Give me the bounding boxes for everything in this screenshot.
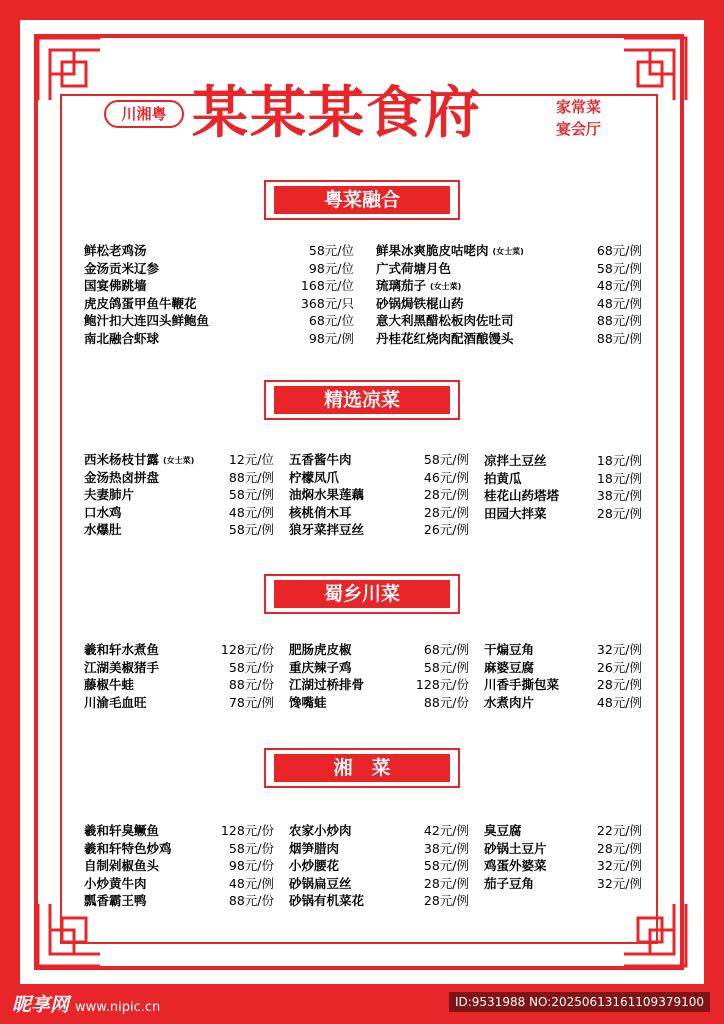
dish-name [289, 822, 352, 839]
dish-name [84, 242, 147, 259]
dish-price: 58元/例 [596, 260, 642, 276]
menu-item [289, 840, 469, 857]
dish-name [376, 295, 464, 312]
dish-name-text: 拍黄瓜 [484, 470, 522, 486]
dish-price: 22元/例 [596, 823, 642, 838]
dish-price: 68元/例 [423, 642, 469, 657]
dish-name-text: 南北融合虾球 [84, 330, 160, 346]
dish-price: 28元/例 [596, 505, 642, 521]
menu-item [84, 260, 354, 277]
dish-price: 98元/例 [308, 330, 354, 346]
dish-price: 98元/位 [308, 260, 354, 276]
dish-price: 48元/例 [228, 504, 274, 520]
dish-price: 58元/份 [228, 659, 274, 675]
dish-name-text: 虎皮鸽蛋甲鱼牛鞭花 [84, 295, 197, 311]
dish-name-text: 金汤热卤拼盘 [84, 469, 160, 485]
dish-price: 48元/例 [596, 278, 642, 293]
dish-price: 28元/例 [423, 504, 469, 520]
dish-name [289, 840, 339, 857]
dish-price: 26元/例 [596, 659, 642, 675]
dish-name-text: 农家小炒肉 [289, 823, 352, 838]
dish-price: 28元/例 [596, 677, 642, 692]
menu-item [289, 469, 469, 486]
dish-name-text: 琉璃茄子 [376, 278, 427, 293]
menu-item [289, 857, 469, 874]
menu-item [484, 694, 642, 711]
dish-name-text: 意大利黑醋松板肉佐吐司 [376, 313, 514, 328]
watermark-brand-name: 昵享网 [12, 994, 70, 1016]
menu-item [84, 676, 274, 693]
menu-item [84, 295, 354, 312]
dish-name-text: 川渝毛血旺 [84, 694, 147, 710]
dish-name [84, 469, 159, 486]
cuisine-badge: 川湘粤 [104, 100, 184, 128]
menu-item [376, 277, 642, 294]
dish-price: 58元/位 [308, 243, 354, 258]
dish-name-text: 小炒腰花 [289, 858, 340, 873]
menu-item [84, 659, 274, 676]
dish-name-text: 肥肠虎皮椒 [289, 642, 352, 657]
dish-name [84, 857, 159, 874]
menu-item [84, 840, 274, 857]
dish-price: 18元/例 [596, 470, 642, 486]
dish-name [289, 676, 364, 693]
dish-name-text: 口水鸡 [84, 504, 122, 520]
dish-price: 68元/位 [308, 313, 354, 328]
dish-price: 28元/例 [423, 875, 469, 891]
dish-price: 58元/例 [228, 487, 274, 502]
dish-name [84, 694, 147, 711]
dish-name-text: 重庆辣子鸡 [289, 659, 352, 675]
dish-price: 128元/份 [415, 677, 469, 692]
dish-name-text: 广式荷塘月色 [376, 260, 452, 276]
dish-name [84, 504, 122, 521]
dish-price: 58元/例 [423, 659, 469, 675]
menu-item [376, 295, 642, 312]
dish-price: 38元/例 [596, 488, 642, 503]
dish-name-text: 砂锅扁豆丝 [289, 875, 352, 891]
corner-ornament-bottom-left [34, 900, 104, 970]
menu-item [376, 242, 642, 259]
section-title: 蜀乡川菜 [323, 583, 400, 605]
dish-price: 18元/例 [596, 453, 642, 468]
corner-ornament-top-left [34, 34, 104, 104]
dish-name [376, 260, 451, 277]
menu-item [84, 312, 354, 329]
dish-name [484, 676, 559, 693]
dish-name-text: 丹桂花红烧肉配酒酿馒头 [376, 330, 514, 346]
menu-item [84, 641, 274, 658]
dish-name-text: 馋嘴蛙 [289, 694, 327, 710]
dish-name-text: 砂锅焗铁棍山药 [376, 295, 464, 311]
dish-price: 58元/例 [423, 452, 469, 467]
dish-name-text: 鲜松老鸡汤 [84, 243, 147, 258]
dish-price: 168元/位 [300, 278, 354, 293]
dish-name-text: 柠檬凤爪 [289, 469, 340, 485]
section-title: 粤菜融合 [323, 189, 400, 211]
watermark-id: ID:9531988 NO:20250613161109379100 [449, 992, 710, 1012]
section-title: 精选凉菜 [323, 389, 400, 411]
menu-item [289, 694, 469, 711]
dish-price: 88元/例 [228, 469, 274, 485]
dish-note: (女士菜) [430, 282, 462, 291]
dish-name [84, 659, 159, 676]
dish-name-text: 鸡蛋外婆菜 [484, 858, 547, 873]
menu-item [376, 312, 642, 329]
dish-name-text: 臭豆腐 [484, 823, 522, 838]
dish-name [84, 641, 159, 658]
menu-item [484, 470, 642, 487]
menu-item [376, 260, 642, 277]
dish-name [84, 840, 172, 857]
dish-note: (女士菜) [163, 456, 195, 465]
menu-item [484, 857, 642, 874]
dish-name [289, 641, 352, 658]
dish-name-text: 凉拌土豆丝 [484, 453, 547, 468]
dish-price: 88元/份 [423, 694, 469, 710]
menu-item [484, 505, 642, 522]
corner-ornament-top-right [620, 34, 690, 104]
dish-price: 68元/例 [596, 243, 642, 258]
dish-price: 32元/例 [596, 642, 642, 657]
dish-price: 12元/位 [228, 452, 274, 467]
dish-price: 32元/例 [596, 858, 642, 873]
dish-price: 58元/例 [423, 858, 469, 873]
dish-name-text: 狼牙菜拌豆丝 [289, 522, 365, 537]
dish-name [484, 694, 534, 711]
side-tag [556, 96, 601, 140]
menu-item [84, 486, 274, 503]
menu-item [289, 892, 469, 909]
dish-name-text: 夫妻肺片 [84, 487, 135, 502]
dish-name [84, 277, 147, 294]
dish-price: 368元/只 [300, 295, 354, 311]
dish-price: 28元/例 [596, 840, 642, 856]
side-tag-line-1: 家常菜 [556, 98, 602, 116]
dish-name [84, 521, 122, 538]
dish-name [289, 451, 352, 468]
menu-item [484, 840, 642, 857]
dish-name-text: 五香酱牛肉 [289, 452, 352, 467]
dish-name [289, 694, 327, 711]
dish-name-text: 麻婆豆腐 [484, 659, 535, 675]
menu-item [84, 330, 354, 347]
menu-item [289, 875, 469, 892]
dish-name [484, 840, 547, 857]
side-tag-line-2: 宴会厅 [556, 120, 602, 138]
dish-name-text: 田园大拌菜 [484, 505, 547, 521]
dish-price: 88元/份 [228, 893, 274, 908]
menu-item [484, 641, 642, 658]
menu-item [289, 822, 469, 839]
dish-name-text: 核桃俏木耳 [289, 504, 352, 520]
menu-item [84, 857, 274, 874]
dish-price: 58元/份 [228, 840, 274, 856]
section-banner-xiang [264, 748, 460, 788]
dish-name-text: 砂锅土豆片 [484, 840, 547, 856]
dish-name-text: 鲍汁扣大连四头鲜鲍鱼 [84, 313, 210, 328]
dish-name [84, 676, 134, 693]
dish-name [289, 469, 339, 486]
dish-name [289, 892, 364, 909]
dish-name [376, 330, 514, 347]
menu-item [484, 452, 642, 469]
dish-name-text: 水煮肉片 [484, 694, 535, 710]
dish-name-text: 西米杨枝甘露 [84, 452, 160, 467]
dish-name [84, 486, 134, 503]
dish-name-text: 干煸豆角 [484, 642, 535, 657]
dish-name-text: 瓢香霸王鸭 [84, 893, 147, 908]
dish-name-text: 水爆肚 [84, 522, 122, 537]
dish-note: (女士菜) [492, 247, 524, 256]
dish-name [376, 242, 524, 260]
dish-name [484, 505, 547, 522]
section-banner-liang [264, 380, 460, 420]
dish-price: 38元/例 [423, 840, 469, 856]
dish-name [84, 875, 147, 892]
restaurant-title: 某某某食府 [192, 80, 482, 146]
corner-ornament-bottom-right [620, 900, 690, 970]
menu-item [84, 521, 274, 538]
dish-price: 88元/例 [596, 313, 642, 328]
dish-price: 88元/例 [596, 330, 642, 346]
dish-name-text: 茄子豆角 [484, 875, 535, 891]
menu-item [484, 875, 642, 892]
dish-name-text: 羲和轩水煮鱼 [84, 642, 160, 657]
dish-name [84, 260, 159, 277]
menu-item [289, 486, 469, 503]
dish-name [289, 857, 339, 874]
dish-price: 28元/例 [423, 487, 469, 502]
dish-price: 58元/例 [228, 522, 274, 537]
menu-item [376, 330, 642, 347]
dish-name-text: 江湖过桥排骨 [289, 677, 365, 692]
section-banner-chuan [264, 574, 460, 614]
menu-item [84, 694, 274, 711]
menu-item [84, 242, 354, 259]
dish-price: 98元/份 [228, 858, 274, 873]
menu-item [484, 822, 642, 839]
dish-name [289, 486, 364, 503]
dish-name [484, 659, 534, 676]
dish-name [289, 875, 352, 892]
menu-item [84, 277, 354, 294]
menu-item [84, 469, 274, 486]
dish-name-text: 羲和轩特色炒鸡 [84, 840, 172, 856]
dish-price: 42元/例 [423, 823, 469, 838]
dish-name [376, 277, 461, 295]
menu-item [84, 822, 274, 839]
section-banner-yue [264, 180, 460, 220]
menu-item [289, 676, 469, 693]
dish-price: 48元/例 [596, 295, 642, 311]
menu-item [484, 659, 642, 676]
dish-name-text: 鲜果冰爽脆皮咕咾肉 [376, 243, 489, 258]
section-title: 湘 菜 [333, 757, 391, 779]
dish-name-text: 自制剁椒鱼头 [84, 858, 160, 873]
dish-name [289, 659, 352, 676]
watermark-brand [12, 990, 160, 1017]
dish-name [84, 330, 159, 347]
dish-name-text: 藤椒牛蛙 [84, 677, 135, 692]
dish-name-text: 小炒黄牛肉 [84, 875, 147, 891]
dish-name-text: 油焖水果莲藕 [289, 487, 365, 502]
dish-price: 128元/份 [220, 823, 274, 838]
dish-name [289, 504, 352, 521]
menu-item [484, 487, 642, 504]
dish-price: 88元/份 [228, 677, 274, 692]
dish-name-text: 江湖美椒猪手 [84, 659, 160, 675]
watermark-site: www.nipic.cn [75, 1000, 161, 1015]
dish-price: 28元/例 [423, 893, 469, 908]
dish-name [484, 470, 522, 487]
menu-item [289, 504, 469, 521]
menu-item [84, 892, 274, 909]
dish-price: 128元/份 [220, 642, 274, 657]
dish-price: 26元/例 [423, 522, 469, 537]
menu-item [289, 641, 469, 658]
dish-name-text: 川香手撕包菜 [484, 677, 560, 692]
dish-name [484, 875, 534, 892]
dish-name [84, 451, 194, 469]
menu-item [289, 451, 469, 468]
dish-name-text: 金汤贡米辽参 [84, 260, 160, 276]
dish-name-text: 羲和轩臭鳜鱼 [84, 823, 160, 838]
menu-item [84, 875, 274, 892]
dish-name [484, 487, 559, 504]
dish-name-text: 烟笋腊肉 [289, 840, 340, 856]
dish-name [84, 822, 159, 839]
menu-item [484, 676, 642, 693]
dish-name [376, 312, 514, 329]
dish-price: 48元/例 [228, 875, 274, 891]
dish-name [84, 312, 209, 329]
dish-name-text: 砂锅有机菜花 [289, 893, 365, 908]
dish-name [484, 822, 522, 839]
menu-item [84, 504, 274, 521]
dish-name [484, 641, 534, 658]
dish-name [84, 295, 197, 312]
menu-item [289, 521, 469, 538]
menu-item [84, 451, 274, 468]
dish-name [289, 521, 364, 538]
dish-price: 48元/例 [596, 694, 642, 710]
dish-name [484, 452, 547, 469]
dish-name-text: 国宴佛跳墙 [84, 278, 147, 293]
dish-price: 78元/例 [228, 694, 274, 710]
dish-name [484, 857, 547, 874]
menu-item [289, 659, 469, 676]
dish-name [84, 892, 147, 909]
dish-price: 32元/例 [596, 875, 642, 891]
dish-name-text: 桂花山药塔塔 [484, 488, 560, 503]
dish-price: 46元/例 [423, 469, 469, 485]
